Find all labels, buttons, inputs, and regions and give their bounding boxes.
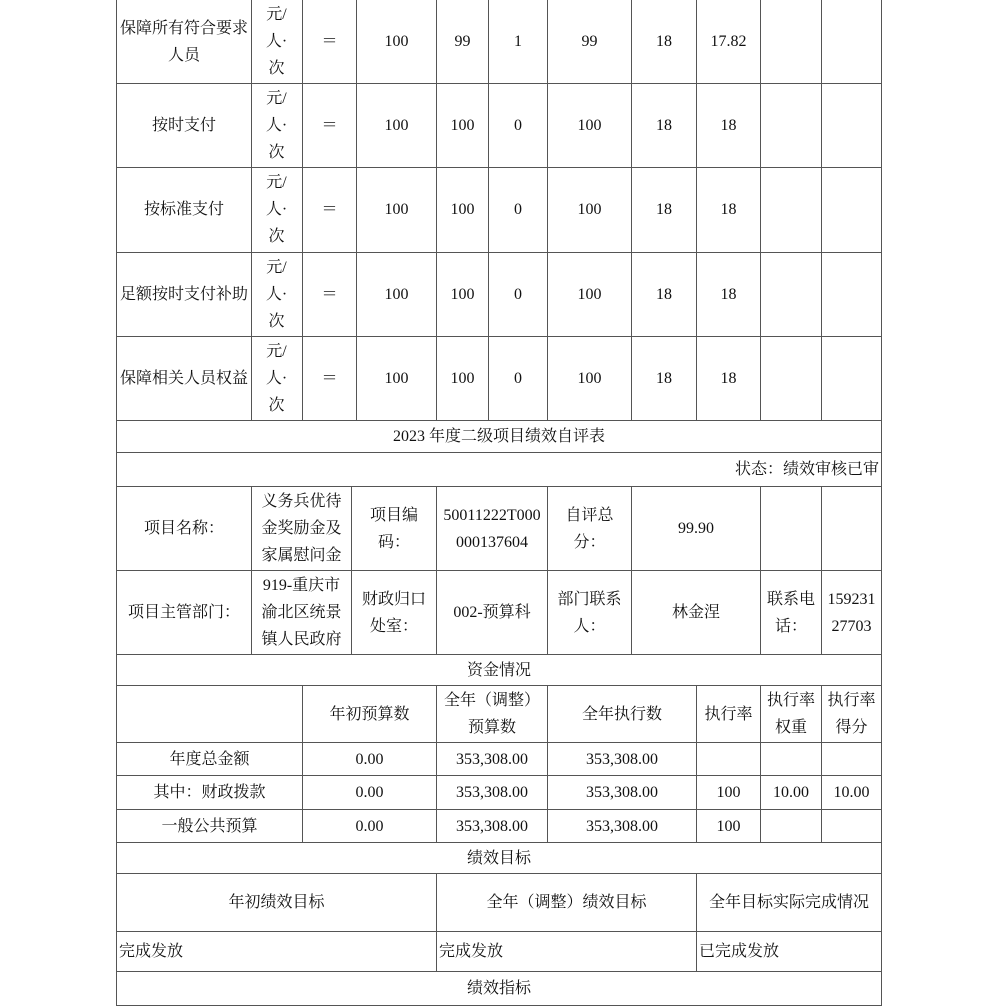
funds-adjusted [436,742,548,776]
indicator-target-text: 100 [384,117,409,135]
indicator-name [116,252,252,337]
indicator-actual [436,252,489,337]
funds-header-text: 执行率权重 [766,692,815,736]
funds-executed-text: 353,308.00 [586,817,658,835]
indicator-unit [251,0,303,84]
goals-header [116,873,437,932]
funds-label-text: 年度总金额 [169,750,250,768]
funds-initial-text: 0.00 [355,750,384,768]
goals-value [116,931,437,972]
phone-value [821,570,882,655]
indicator-op [302,83,357,168]
status-text-text: 状态：绩效审核已审 [734,461,879,478]
indicator-score [696,83,761,168]
goals-value-text: 已完成发放 [699,943,780,960]
indicator-empty [760,0,822,84]
indicator-target [356,167,437,252]
indicator-weight-text: 18 [656,369,672,387]
funds-executed [547,775,697,810]
project-name-label [116,486,252,571]
project-name-label-text: 项目名称： [143,520,224,537]
funds-executed [547,809,697,843]
funds-initial [302,809,437,843]
indicator-score [696,167,761,252]
goals-value [436,931,697,972]
contact-label [547,570,632,655]
indicator-target [356,0,437,84]
indicator-actual-text: 100 [450,117,475,135]
funds-weight [760,742,822,776]
contact-label-text: 部门联系人： [557,590,622,635]
indicator-target-text: 100 [384,33,409,51]
goals-value-text: 完成发放 [119,943,184,960]
goals-value-text: 完成发放 [439,943,504,960]
indicator-actual [436,0,489,84]
indicator-empty [821,336,882,421]
goals-header-text: 年初绩效目标 [228,894,325,911]
indicator-op-text: ＝ [321,33,338,51]
funds-label-text: 其中：财政拨款 [153,784,266,801]
indicator-op-text: ＝ [321,369,338,387]
funds-header-text: 全年（调整）预算数 [443,692,540,736]
finance-office-value [436,570,548,655]
indicator-unit-text: 元/人·次 [265,6,288,78]
indicator-target [356,83,437,168]
indicator-score-text: 18 [720,117,737,135]
funds-initial-text: 0.00 [355,784,384,801]
funds-executed-text: 353,308.00 [586,750,658,768]
dept-value-text: 919-重庆市渝北区统景镇人民政府 [261,577,342,648]
indicator-rate [547,167,632,252]
score-label [547,486,632,571]
indicator-actual-text: 100 [450,285,475,303]
indicator-unit-text: 元/人·次 [265,258,288,330]
indicator-diff [488,167,548,252]
indicator-target-text: 100 [384,285,409,303]
indicator-weight [631,252,697,337]
empty-cell [821,486,882,571]
project-code-text: 50011222T000000137604 [443,506,541,551]
indicator-name [116,83,252,168]
score-value [631,486,761,571]
indicator-weight [631,167,697,252]
indicator-unit-text: 元/人·次 [265,342,288,414]
indicator-unit-text: 元/人·次 [265,174,288,246]
funds-label [116,809,303,843]
indicator-op [302,167,357,252]
indicator-rate-text: 100 [577,201,602,219]
funds-label [116,775,303,810]
finance-office-value-text: 002-预算科 [453,604,531,621]
indicator-actual [436,83,489,168]
funds-score [821,775,882,810]
goals-header-text: 全年（调整）绩效目标 [486,894,647,911]
goals-section-title-text: 绩效目标 [466,849,531,867]
funds-rate [696,809,761,843]
funds-weight [760,775,822,810]
funds-adjusted [436,775,548,810]
indicator-score [696,336,761,421]
indicator-actual-text: 99 [454,33,471,51]
score-value-text: 99.90 [678,520,714,537]
project-code-label [351,486,437,571]
indicator-name-text: 按标准支付 [143,201,224,219]
funds-score [821,809,882,843]
indicator-weight-text: 18 [656,201,672,219]
funds-adjusted [436,809,548,843]
indicator-empty [760,336,822,421]
funds-score-text: 10.00 [833,784,870,801]
funds-score [821,742,882,776]
indicator-score-text: 18 [720,369,737,387]
status-text [116,452,882,487]
project-name-text: 义务兵优待金奖励金及家属慰问金 [261,493,342,564]
finance-office-label-text: 财政归口处室： [361,590,426,635]
indicator-weight [631,83,697,168]
funds-rate-text: 100 [716,817,741,835]
indicator-unit [251,336,303,421]
indicator-diff-text: 0 [514,201,522,219]
indicator-rate [547,0,632,84]
goals-header [696,873,882,932]
indicator-op [302,252,357,337]
funds-header-text: 全年执行数 [581,705,662,723]
indicator-op [302,336,357,421]
empty-cell [760,486,822,571]
indicators-section-title-text: 绩效指标 [466,980,531,997]
goals-section-title [116,842,882,874]
indicator-diff-text: 0 [514,117,522,135]
funds-adjusted-text: 353,308.00 [456,784,528,801]
indicator-actual-text: 100 [450,201,475,219]
funds-rate [696,742,761,776]
indicator-rate-text: 100 [577,369,602,387]
funds-executed-text: 353,308.00 [586,784,658,801]
funds-header [821,685,882,743]
funds-initial [302,775,437,810]
indicator-empty [760,252,822,337]
funds-section-title [116,654,882,686]
indicator-target [356,252,437,337]
indicator-target-text: 100 [384,201,409,219]
dept-value [251,570,352,655]
empty-cell [116,685,303,743]
dept-label-text: 项目主管部门： [127,604,240,621]
funds-section-title-text: 资金情况 [466,661,531,679]
indicator-empty [821,252,882,337]
indicator-empty [821,167,882,252]
indicator-rate-text: 100 [577,117,602,135]
indicator-unit [251,167,303,252]
form-title [116,420,882,453]
form-title-text: 2023 年度二级项目绩效自评表 [392,428,605,445]
goals-value [696,931,882,972]
funds-rate-text: 100 [716,784,741,801]
funds-initial-text: 0.00 [355,817,384,835]
indicator-unit [251,252,303,337]
contact-value [631,570,761,655]
phone-label [760,570,822,655]
funds-initial [302,742,437,776]
indicator-diff [488,252,548,337]
funds-header [436,685,548,743]
funds-weight [760,809,822,843]
indicator-op-text: ＝ [321,201,338,219]
score-label-text: 自评总分： [565,506,614,551]
indicator-diff-text: 1 [514,33,522,51]
indicator-score [696,252,761,337]
indicator-diff-text: 0 [514,369,522,387]
phone-label-text: 联系电话： [766,590,815,635]
indicator-diff [488,336,548,421]
indicator-name [116,336,252,421]
funds-label [116,742,303,776]
funds-header [696,685,761,743]
indicator-actual [436,336,489,421]
funds-rate [696,775,761,810]
funds-header [760,685,822,743]
funds-adjusted-text: 353,308.00 [456,817,528,835]
funds-header-text: 执行率得分 [827,692,876,736]
funds-header-text: 执行率 [704,705,753,723]
indicator-op [302,0,357,84]
indicator-empty [821,0,882,84]
goals-header [436,873,697,932]
indicator-target-text: 100 [384,369,409,387]
indicator-diff [488,0,548,84]
funds-adjusted-text: 353,308.00 [456,750,528,768]
indicator-actual [436,167,489,252]
indicator-empty [760,167,822,252]
indicator-weight-text: 18 [656,117,672,135]
indicator-weight [631,0,697,84]
indicator-score-text: 18 [720,285,737,303]
indicator-name-text: 保障所有符合要求人员 [120,19,249,64]
indicator-name-text: 保障相关人员权益 [120,369,249,387]
funds-header [302,685,437,743]
indicator-rate [547,252,632,337]
indicator-score-text: 18 [720,201,737,219]
phone-value-text: 15923127703 [827,590,876,635]
indicator-op-text: ＝ [321,285,338,303]
indicator-diff-text: 0 [514,285,522,303]
indicator-op-text: ＝ [321,117,338,135]
indicators-section-title [116,971,882,1006]
indicator-name [116,0,252,84]
dept-label [116,570,252,655]
contact-value-text: 林金涅 [671,604,720,621]
project-code [436,486,548,571]
indicator-score [696,0,761,84]
indicator-unit-text: 元/人·次 [265,90,288,162]
funds-executed [547,742,697,776]
funds-weight-text: 10.00 [773,784,809,801]
indicator-empty [821,83,882,168]
indicator-rate-text: 100 [577,285,602,303]
project-name [251,486,352,571]
indicator-actual-text: 100 [450,369,475,387]
indicator-diff [488,83,548,168]
indicator-unit [251,83,303,168]
indicator-weight-text: 18 [656,33,672,51]
indicator-empty [760,83,822,168]
indicator-rate [547,83,632,168]
indicator-weight [631,336,697,421]
indicator-name [116,167,252,252]
indicator-target [356,336,437,421]
indicator-rate-text: 99 [581,33,598,51]
indicator-name-text: 按时支付 [151,117,216,135]
project-code-label-text: 项目编码： [369,506,418,551]
finance-office-label [351,570,437,655]
funds-label-text: 一般公共预算 [161,817,258,835]
indicator-name-text: 足额按时支付补助 [120,285,249,303]
goals-header-text: 全年目标实际完成情况 [708,894,869,911]
indicator-score-text: 17.82 [710,33,747,51]
indicator-weight-text: 18 [656,285,672,303]
indicator-rate [547,336,632,421]
funds-header [547,685,697,743]
funds-header-text: 年初预算数 [329,705,410,723]
